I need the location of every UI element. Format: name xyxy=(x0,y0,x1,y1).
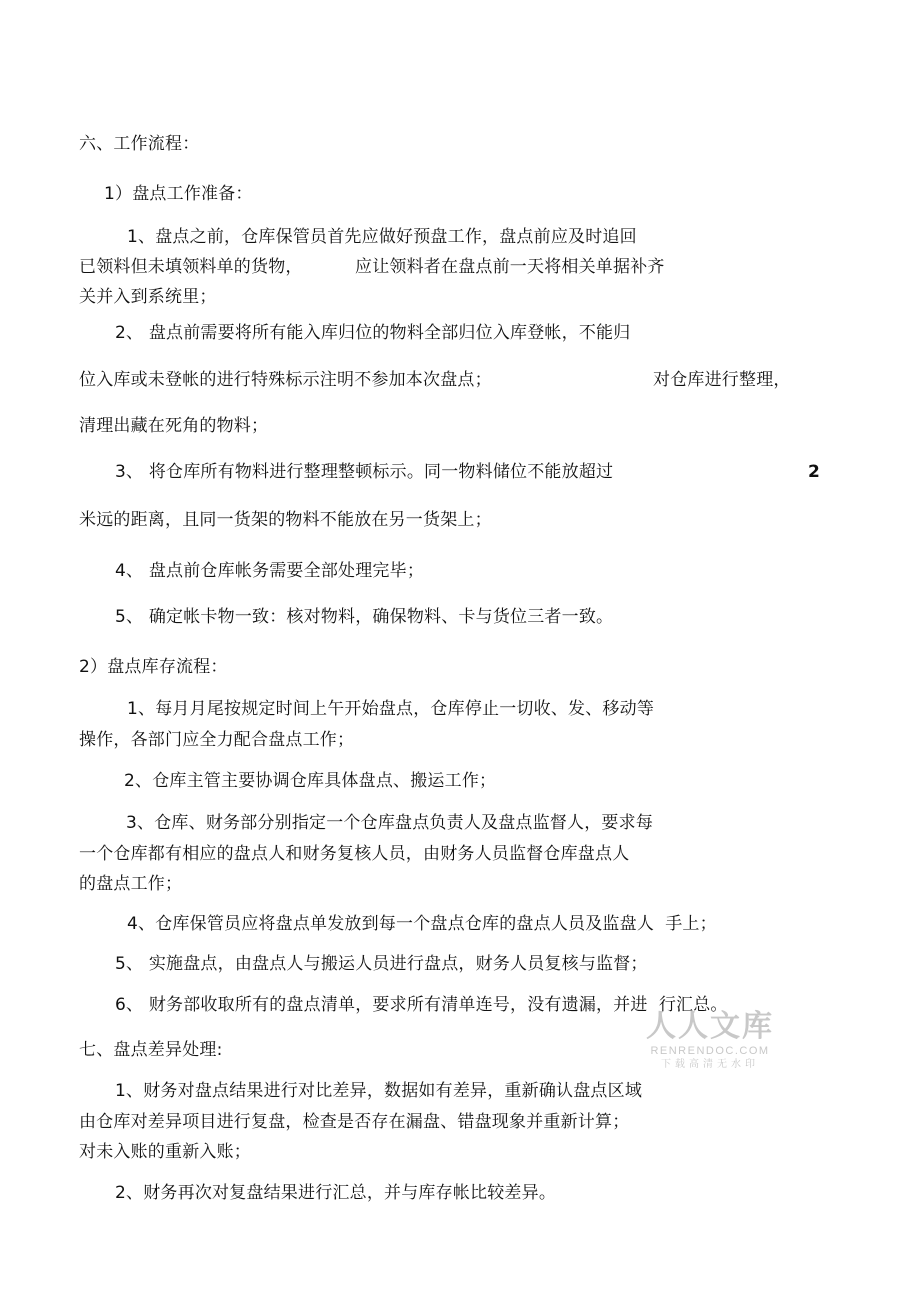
prep-item-3-number: 2 xyxy=(808,462,821,482)
flow-item-1-line-1: 1、每月月尾按规定时间上午开始盘点，仓库停止一切收、发、移动等 xyxy=(127,699,655,719)
section-6-heading: 六、工作流程： xyxy=(79,134,200,154)
watermark-logo xyxy=(640,1010,780,1072)
flow-item-3-line-2: 一个仓库都有相应的盘点人和财务复核人员，由财务人员监督仓库盘点人 xyxy=(79,844,630,864)
prep-item-2-line-3: 清理出藏在死角的物料； xyxy=(79,416,269,436)
prep-item-5: 5、 确定帐卡物一致：核对物料，确保物料、卡与货位三者一致。 xyxy=(115,607,614,627)
flow-item-6: 6、 财务部收取所有的盘点清单，要求所有清单连号，没有遗漏，并进 行汇总。 xyxy=(115,995,728,1015)
prep-item-2-line-2b: 对仓库进行整理， xyxy=(653,370,791,390)
prep-item-2-line-2a: 位入库或未登帐的进行特殊标示注明不参加本次盘点； xyxy=(79,370,492,390)
diff-item-1-line-3: 对未入账的重新入账； xyxy=(79,1142,251,1162)
prep-item-3-line-2: 米远的距离，且同一货架的物料不能放在另一货架上； xyxy=(79,510,492,530)
flow-item-4: 4、仓库保管员应将盘点单发放到每一个盘点仓库的盘点人员及监盘人 手上； xyxy=(127,914,717,934)
diff-item-2: 2、财务再次对复盘结果进行汇总，并与库存帐比较差异。 xyxy=(115,1183,557,1203)
flow-item-5: 5、 实施盘点，由盘点人与搬运人员进行盘点，财务人员复核与监督； xyxy=(115,954,648,974)
flow-item-1-line-2: 操作，各部门应全力配合盘点工作； xyxy=(79,730,355,750)
prep-item-1-line-2a: 已领料但未填领料单的货物， xyxy=(79,257,303,277)
watermark-slogan: 下载高清无水印 xyxy=(661,1059,759,1070)
diff-item-1-line-1: 1、财务对盘点结果进行对比差异，数据如有差异，重新确认盘点区域 xyxy=(115,1081,643,1101)
subsection-1-heading: 1）盘点工作准备： xyxy=(104,184,253,204)
section-7-heading: 七、盘点差异处理: xyxy=(79,1040,223,1060)
watermark-url: RENRENDOC.COM xyxy=(650,1045,770,1057)
prep-item-1-line-3: 关并入到系统里； xyxy=(79,287,217,307)
prep-item-2-line-1: 2、 盘点前需要将所有能入库归位的物料全部归位入库登帐，不能归 xyxy=(115,323,631,343)
prep-item-1-line-1: 1、盘点之前，仓库保管员首先应做好预盘工作，盘点前应及时追回 xyxy=(127,227,637,247)
flow-item-3-line-1: 3、仓库、财务部分别指定一个仓库盘点负责人及盘点监督人，要求每 xyxy=(126,813,654,833)
prep-item-1-line-2b: 应让领料者在盘点前一天将相关单据补齐 xyxy=(355,257,665,277)
flow-item-2: 2、仓库主管主要协调仓库具体盘点、搬运工作； xyxy=(124,771,497,791)
prep-item-4: 4、 盘点前仓库帐务需要全部处理完毕； xyxy=(115,561,425,581)
prep-item-3-line-1: 3、 将仓库所有物料进行整理整顿标示。同一物料储位不能放超过 xyxy=(115,462,614,482)
flow-item-3-line-3: 的盘点工作； xyxy=(79,874,183,894)
diff-item-1-line-2: 由仓库对差异项目进行复盘，检查是否存在漏盘、错盘现象并重新计算； xyxy=(79,1112,630,1132)
watermark-title: 人人文库 xyxy=(646,1009,774,1044)
subsection-2-heading: 2）盘点库存流程： xyxy=(79,657,228,677)
